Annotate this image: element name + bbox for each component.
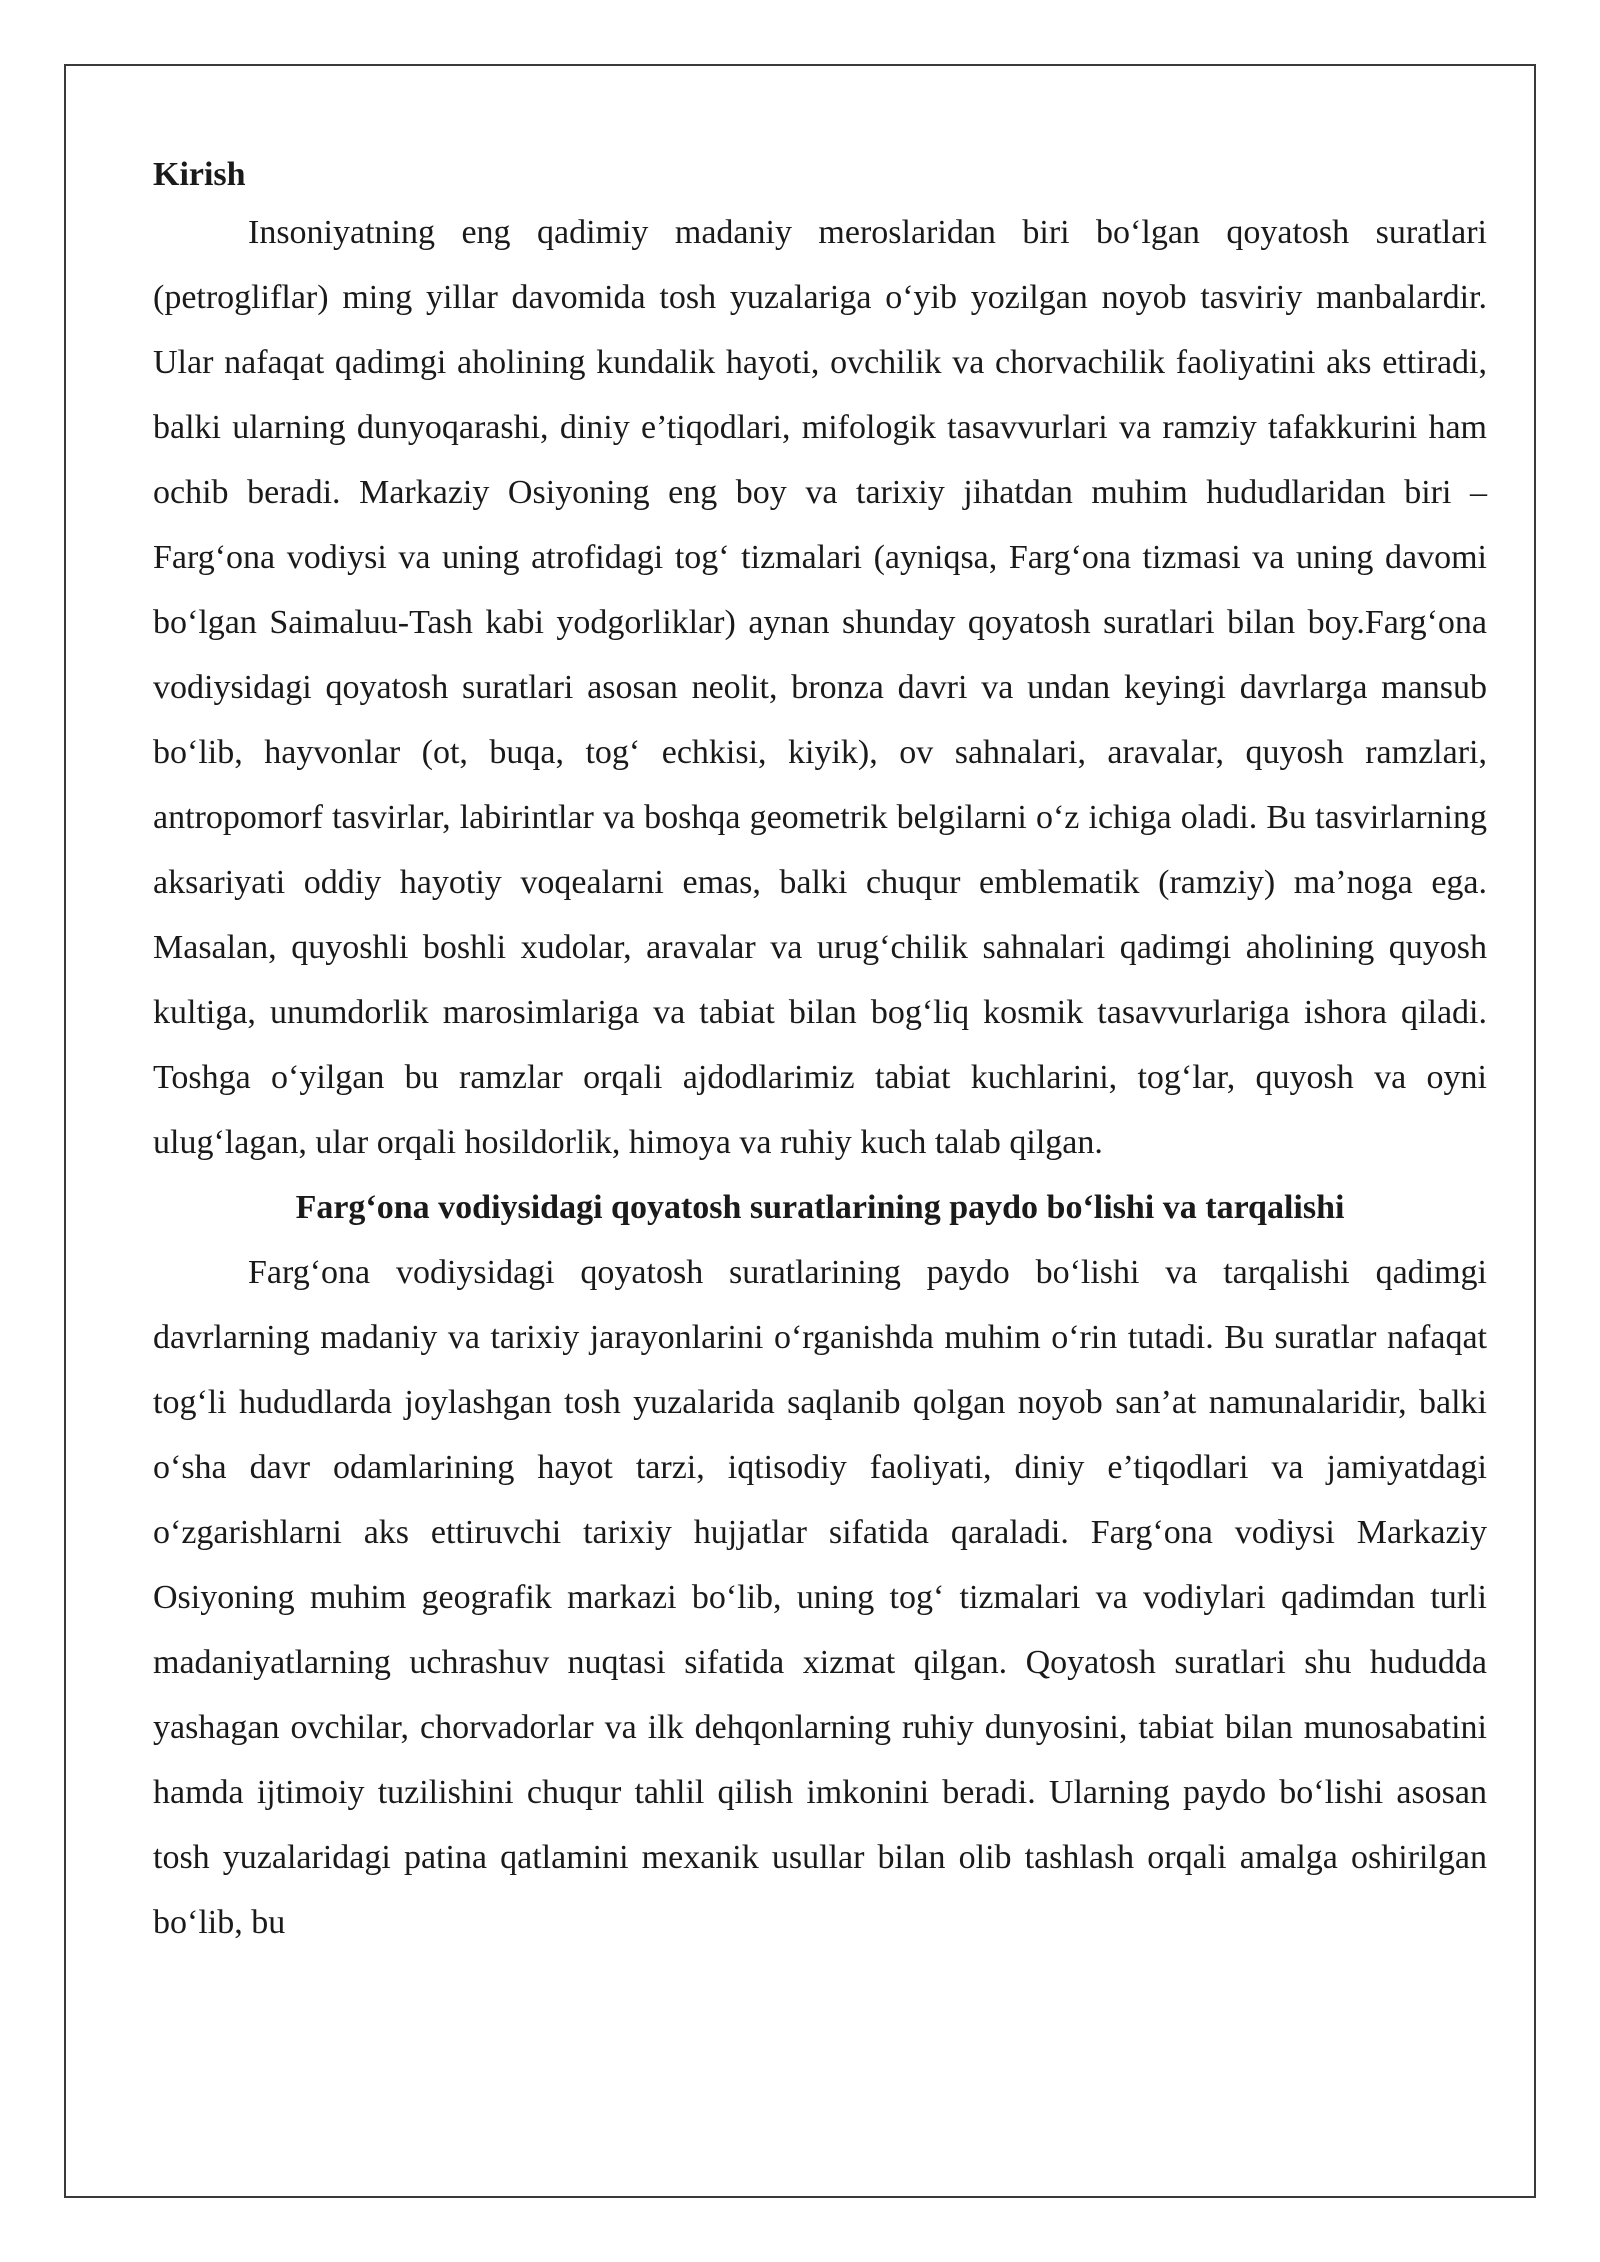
heading-kirish: Kirish (153, 156, 246, 193)
section-paragraph: Farg‘ona vodiysidagi qoyatosh suratlarining paydo bo‘lishi va tarqalishi qadimgi davrlarning madaniy va tarixiy jarayonlarini o‘rganishda muhim o‘rin tutadi. Bu suratlar nafaqat tog‘li hududlarda joylashgan tosh yuzalarida saqlanib qolgan noyob san’at namunalaridir, balki o‘sha davr odamlarining hayot tarzi, iqtisodiy faoliyati, diniy e’tiqodlari va jamiyatdagi o‘zgarishlarni aks ettiruvchi tarixiy hujjatlar sifatida qaraladi. Farg‘ona vodiysi Markaziy Osiyoning muhim geografik markazi bo‘lib, uning tog‘ tizmalari va vodiylari qadimdan turli madaniyatlarning uchrashuv nuqtasi sifatida xizmat qilgan. Qoyatosh suratlari shu hududda yashagan ovchilar, chorvadorlar va ilk dehqonlarning ruhiy dunyosini, tabiat bilan munosabatini hamda ijtimoiy tuzilishini chuqur tahlil qilish imkonini beradi. Ularning paydo bo‘lishi asosan tosh yuzalaridagi patina qatlamini mexanik usullar bilan olib tashlash orqali amalga oshirilgan bo‘lib, bu (153, 1254, 1487, 1941)
document-body (153, 150, 1487, 1955)
section-title: Farg‘ona vodiysidagi qoyatosh suratlarining paydo bo‘lishi va tarqalishi (295, 1189, 1345, 1226)
intro-paragraph: Insoniyatning eng qadimiy madaniy meroslaridan biri bo‘lgan qoyatosh suratlari (petrogliflar) ming yillar davomida tosh yuzalariga o‘yib yozilgan noyob tasviriy manbalardir. Ular nafaqat qadimgi aholining kundalik hayoti, ovchilik va chorvachilik faoliyatini aks ettiradi, balki ularning dunyoqarashi, diniy e’tiqodlari, mifologik tasavvurlari va ramziy tafakkurini ham ochib beradi. Markaziy Osiyoning eng boy va tarixiy jihatdan muhim hududlaridan biri – Farg‘ona vodiysi va uning atrofidagi tog‘ tizmalari (ayniqsa, Farg‘ona tizmasi va uning davomi bo‘lgan Saimaluu-Tash kabi yodgorliklar) aynan shunday qoyatosh suratlari bilan boy.Farg‘ona vodiysidagi qoyatosh suratlari asosan neolit, bronza davri va undan keyingi davrlarga mansub bo‘lib, hayvonlar (ot, buqa, tog‘ echkisi, kiyik), ov sahnalari, aravalar, quyosh ramzlari, antropomorf tasvirlar, labirintlar va boshqa geometrik belgilarni o‘z ichiga oladi. Bu tasvirlarning aksariyati oddiy hayotiy voqealarni emas, balki chuqur emblematik (ramziy) ma’noga ega. Masalan, quyoshli boshli xudolar, aravalar va urug‘chilik sahnalari qadimgi aholining quyosh kultiga, unumdorlik marosimlariga va tabiat bilan bog‘liq kosmik tasavvurlariga ishora qiladi. Toshga o‘yilgan bu ramzlar orqali ajdodlarimiz tabiat kuchlarini, tog‘lar, quyosh va oyni ulug‘lagan, ular orqali hosildorlik, himoya va ruhiy kuch talab qilgan. (153, 214, 1487, 1161)
